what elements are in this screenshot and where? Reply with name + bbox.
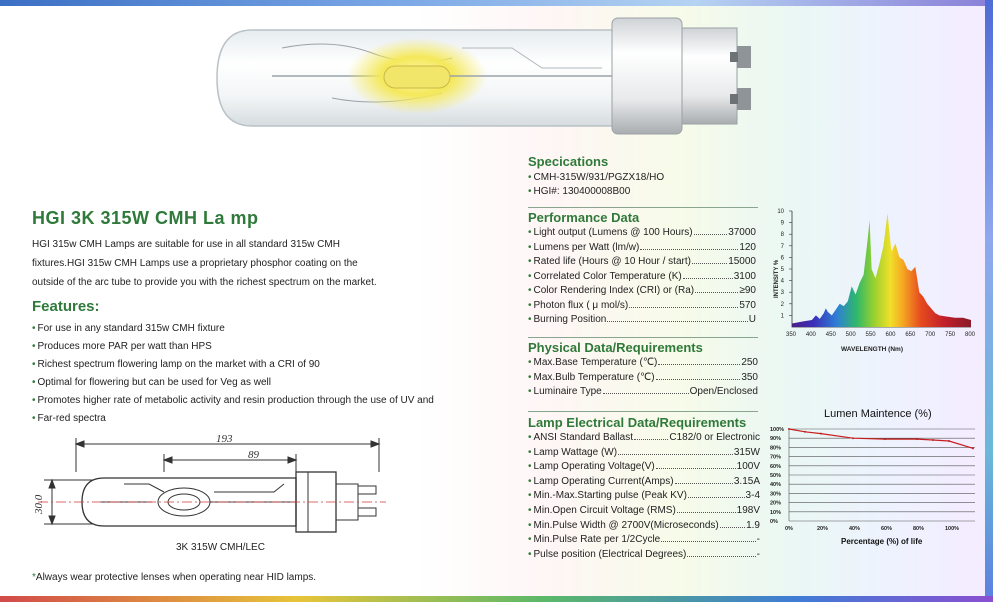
spectrum-series <box>792 213 971 327</box>
bullet-icon: • <box>528 299 532 311</box>
bullet-icon: • <box>528 386 532 397</box>
feature-item: • Richest spectrum flowering lamp on the market with a CRI of 90 <box>32 359 320 370</box>
leader-dots <box>658 364 740 365</box>
x-tick-label: 550 <box>865 332 876 338</box>
data-row <box>528 505 760 516</box>
x-tick-label: 600 <box>885 332 896 338</box>
data-row <box>528 461 760 472</box>
x-tick-label: 450 <box>825 332 836 338</box>
row-value: 315W <box>733 446 760 458</box>
leader-dots <box>720 527 745 528</box>
dim-inner-label: 89 <box>248 449 259 461</box>
row-value: 570 <box>739 299 756 311</box>
bullet-icon: • <box>528 461 532 473</box>
y-tick-label: 10 <box>777 209 784 215</box>
x-tick-label: 0% <box>785 526 793 532</box>
x-tick-label: 20% <box>817 526 829 532</box>
top-border <box>0 0 993 6</box>
x-tick-label: 100% <box>945 526 960 532</box>
features-list <box>32 320 434 428</box>
lumen-chart <box>767 405 980 550</box>
bullet-icon: • <box>528 490 532 502</box>
x-tick-label: 400 <box>805 332 816 338</box>
x-tick-label: 700 <box>925 332 936 338</box>
data-row <box>528 386 758 397</box>
y-tick-label: 3 <box>780 290 784 297</box>
asterisk-icon: * <box>32 572 36 583</box>
row-label: Correlated Color Temperature (K) <box>533 270 682 282</box>
leader-dots <box>661 541 755 542</box>
leader-dots <box>694 234 728 235</box>
leader-dots <box>683 278 733 279</box>
bottom-border <box>0 596 993 602</box>
y-tick-label: 5 <box>780 267 784 273</box>
y-tick-label: 20% <box>770 500 782 507</box>
data-row <box>528 357 758 368</box>
row-value: 3-4 <box>745 490 760 502</box>
intro-line: HGI 315w CMH Lamps are suitable for use in all standard 315w CMH <box>32 239 340 250</box>
data-row <box>528 372 758 383</box>
leader-dots <box>677 512 736 513</box>
data-row <box>528 271 756 282</box>
section-divider <box>528 411 758 412</box>
row-value: 37000 <box>728 227 756 238</box>
bullet-icon: • <box>528 270 532 282</box>
leader-dots <box>688 497 745 498</box>
warning-note: *Always wear protective lenses when operating near HID lamps. <box>32 572 317 583</box>
feature-item: • Produces more PAR per watt than HPS <box>32 341 212 352</box>
x-tick-label: 350 <box>786 332 797 338</box>
y-tick-label: 50% <box>770 473 782 479</box>
bullet-icon: • <box>528 371 532 383</box>
bullet-icon: • <box>528 446 532 458</box>
y-tick-label: 0% <box>770 519 778 525</box>
row-label: Burning Position <box>533 314 607 325</box>
data-point <box>916 438 918 440</box>
diagram-caption: 3K 315W CMH/LEC <box>176 542 265 553</box>
bullet-icon: • <box>528 241 532 253</box>
data-row <box>528 300 756 311</box>
y-tick-label: 60% <box>770 463 782 470</box>
leader-dots <box>603 393 689 394</box>
row-value: 250 <box>741 357 758 368</box>
row-label: Luminaire Type <box>533 386 602 397</box>
row-label: Photon flux ( μ mol/s) <box>533 299 629 311</box>
intro-line: fixtures.HGI 315w CMH Lamps use a proprietary phosphor coating on the <box>32 258 358 269</box>
data-point <box>804 431 806 433</box>
feature-item: • Far-red spectra <box>32 413 106 424</box>
y-tick-label: 90% <box>770 436 782 443</box>
leader-dots <box>607 321 747 322</box>
row-value: - <box>756 548 760 560</box>
lumen-series <box>789 429 973 448</box>
dimension-drawing <box>34 432 394 542</box>
bullet-icon: • <box>528 357 532 368</box>
leader-dots <box>687 556 755 557</box>
x-tick-label: 60% <box>881 526 893 532</box>
feature-item: • Promotes higher rate of metabolic activity and resin production through the use of UV and <box>32 395 434 406</box>
row-label: ANSI Standard Ballast <box>533 432 634 443</box>
leader-dots <box>675 483 733 484</box>
data-point <box>884 438 886 440</box>
data-row <box>528 549 760 560</box>
spec-item: • HGI#: 130400008B00 <box>528 186 631 197</box>
right-border <box>985 0 993 602</box>
dim-total-label: 193 <box>216 433 233 445</box>
row-value: Open/Enclosed <box>689 386 758 397</box>
intro-text <box>32 235 412 292</box>
data-row <box>528 242 756 253</box>
data-point <box>820 433 822 435</box>
chart-title: Lumen Maintence (%) <box>824 408 932 420</box>
row-value: 1.9 <box>746 519 760 531</box>
spectrum-chart <box>767 203 982 355</box>
y-tick-label: 8 <box>780 232 784 239</box>
leader-dots <box>629 307 738 308</box>
data-point <box>948 440 950 442</box>
bullet-icon: • <box>32 395 36 406</box>
data-row <box>528 432 760 443</box>
row-label: Max.Base Temperature (℃) <box>533 357 658 368</box>
spec-item: • CMH-315W/931/PGZX18/HO <box>528 172 665 183</box>
leader-dots <box>656 468 736 469</box>
row-label: Min.Pulse Width @ 2700V(Microseconds) <box>533 519 719 531</box>
electrical-title: Lamp Electrical Data/Requirements <box>528 415 747 430</box>
row-label: Min.-Max.Starting pulse (Peak KV) <box>533 490 687 502</box>
specifications-title: Specications <box>528 154 609 169</box>
row-label: Min.Open Circuit Voltage (RMS) <box>533 505 676 516</box>
row-value: C182/0 or Electronic <box>669 432 760 443</box>
y-tick-label: 2 <box>780 301 784 308</box>
y-tick-label: 6 <box>780 255 784 262</box>
row-value: 3100 <box>733 270 756 282</box>
feature-item: • For use in any standard 315w CMH fixture <box>32 323 225 334</box>
y-tick-label: 80% <box>770 445 782 452</box>
data-row <box>528 476 760 487</box>
bullet-icon: • <box>528 548 532 560</box>
row-label: Pulse position (Electrical Degrees) <box>533 548 687 560</box>
y-tick-label: 70% <box>770 454 782 461</box>
y-tick-label: 10% <box>770 509 782 516</box>
data-row <box>528 490 760 501</box>
leader-dots <box>634 439 668 440</box>
data-row <box>528 227 756 238</box>
bullet-icon: • <box>528 285 532 296</box>
data-row <box>528 447 760 458</box>
dim-diameter-label: 30.0 <box>34 494 45 514</box>
x-tick-label: 500 <box>845 332 856 338</box>
x-tick-label: 650 <box>905 332 916 338</box>
data-point <box>788 428 790 430</box>
bullet-icon: • <box>528 314 532 325</box>
row-value: 15000 <box>728 256 756 267</box>
row-value: 350 <box>741 371 758 383</box>
x-tick-label: 40% <box>849 526 861 532</box>
y-tick-label: 4 <box>780 278 784 285</box>
row-value: 3.15A <box>733 475 760 487</box>
bullet-icon: • <box>32 377 36 388</box>
data-point <box>972 447 974 449</box>
bullet-icon: • <box>32 323 36 334</box>
performance-title: Performance Data <box>528 210 640 225</box>
intro-line: outside of the arc tube to provide you with the richest spectrum on the market. <box>32 277 377 288</box>
row-value: 100V <box>736 461 760 473</box>
bullet-icon: • <box>528 432 532 443</box>
row-label: Lamp Operating Voltage(V) <box>533 461 655 473</box>
section-divider <box>528 207 758 208</box>
row-label: Max.Bulb Temperature (℃) <box>533 371 655 383</box>
bullet-icon: • <box>528 534 532 546</box>
bullet-icon: • <box>32 359 36 370</box>
row-value: - <box>756 534 760 546</box>
leader-dots <box>695 292 738 293</box>
x-axis-label: Percentage (%) of life <box>841 537 923 546</box>
leader-dots <box>692 263 727 264</box>
leader-dots <box>656 379 741 380</box>
bullet-icon: • <box>528 475 532 487</box>
data-row <box>528 285 756 296</box>
y-tick-label: 40% <box>770 482 782 489</box>
data-row <box>528 314 756 325</box>
row-label: Color Rendering Index (CRI) or (Ra) <box>533 285 695 296</box>
bullet-icon: • <box>32 341 36 352</box>
row-value: U <box>748 314 756 325</box>
bullet-icon: • <box>528 519 532 531</box>
product-title: HGI 3K 315W CMH La mp <box>32 208 259 228</box>
data-row <box>528 520 760 531</box>
features-title: Features: <box>32 298 100 315</box>
bullet-icon: • <box>528 256 532 267</box>
lamp-illustration <box>212 8 782 144</box>
leader-dots <box>618 454 733 455</box>
row-value: 198V <box>736 505 760 516</box>
y-tick-label: 100% <box>770 427 785 433</box>
leader-dots <box>640 249 738 250</box>
x-axis-label: WAVELENGTH (Nm) <box>841 346 903 353</box>
data-point <box>932 439 934 441</box>
row-label: Lumens per Watt (lm/w) <box>533 241 640 253</box>
data-row <box>528 256 756 267</box>
y-tick-label: 30% <box>770 491 782 498</box>
x-tick-label: 80% <box>913 526 925 532</box>
x-tick-label: 800 <box>965 332 976 338</box>
row-value: ≥90 <box>739 285 756 296</box>
data-point <box>852 437 854 439</box>
physical-title: Physical Data/Requirements <box>528 340 703 355</box>
x-tick-label: 750 <box>945 332 956 338</box>
row-label: Min.Pulse Rate per 1/2Cycle <box>533 534 661 546</box>
row-label: Lamp Operating Current(Amps) <box>533 475 674 487</box>
bullet-icon: • <box>32 413 36 424</box>
y-tick-label: 1 <box>780 313 784 320</box>
row-label: Light output (Lumens @ 100 Hours) <box>533 227 693 238</box>
data-row <box>528 534 760 545</box>
section-divider <box>528 337 758 338</box>
row-value: 120 <box>739 241 756 253</box>
bullet-icon: • <box>528 505 532 516</box>
y-tick-label: 7 <box>780 243 784 250</box>
y-tick-label: 9 <box>780 220 784 227</box>
row-label: Lamp Wattage (W) <box>533 446 618 458</box>
y-axis-label: INTENSITY % <box>774 259 780 298</box>
bullet-icon: • <box>528 227 532 238</box>
feature-item: • Optimal for flowering but can be used for Veg as well <box>32 377 271 388</box>
row-label: Rated life (Hours @ 10 Hour / start) <box>533 256 691 267</box>
